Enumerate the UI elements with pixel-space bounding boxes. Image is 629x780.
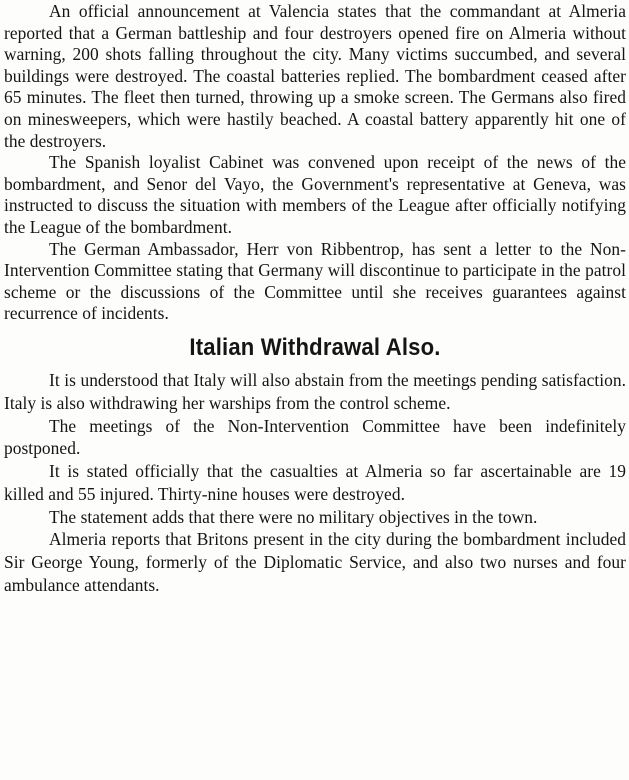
paragraph-meetings-postponed: The meetings of the Non-Intervention Committee have been indefinitely postponed.	[4, 415, 626, 459]
paragraph-casualties: It is stated officially that the casualties at Almeria so far ascertainable are 19 killed and 55 injured. Thirty-nine houses were destroyed.	[4, 461, 626, 504]
paragraph-german-ambassador: The German Ambassador, Herr von Ribbentrop, has sent a letter to the Non-Intervention Committee stating that Germany will discontinue to participate in the patrol scheme or the discussions of the Committee until she receives guarantees against recurrence of incidents.	[4, 238, 626, 324]
paragraph-britons-present: Almeria reports that Britons present in the city during the bombardment included Sir George Young, formerly of the Diplomatic Service, and also two nurses and four ambulance attendants.	[4, 529, 626, 596]
paragraph-italy-abstain: It is understood that Italy will also abstain from the meetings pending satisfaction. Italy is also withdrawing her warships from the control scheme.	[4, 369, 626, 413]
paragraph-valencia-announcement: An official announcement at Valencia states that the commandant at Almeria reported that a German battleship and four destroyers opened fire on Almeria without warning, 200 shots falling throughout the city. Many victims succumbed, and several buildings were destroyed. The coastal batteries replied. The bombardment ceased after 65 minutes. The fleet then turned, throwing up a smoke screen. The Germans also fired on minesweepers, which were hastily beached. A coastal battery apparently hit one of the destroyers.	[4, 1, 626, 151]
article-section-bottom	[4, 369, 626, 597]
article-section-top	[4, 0, 626, 325]
paragraph-spanish-cabinet: The Spanish loyalist Cabinet was convened upon receipt of the news of the bombardment, and Senor del Vayo, the Government's representative at Geneva, was instructed to discuss the situation with members of the League after officially notifying the League of the bombardment.	[4, 152, 626, 237]
section-heading: Italian Withdrawal Also.	[189, 333, 441, 361]
paragraph-no-military-objectives: The statement adds that there were no military objectives in the town.	[49, 506, 538, 527]
